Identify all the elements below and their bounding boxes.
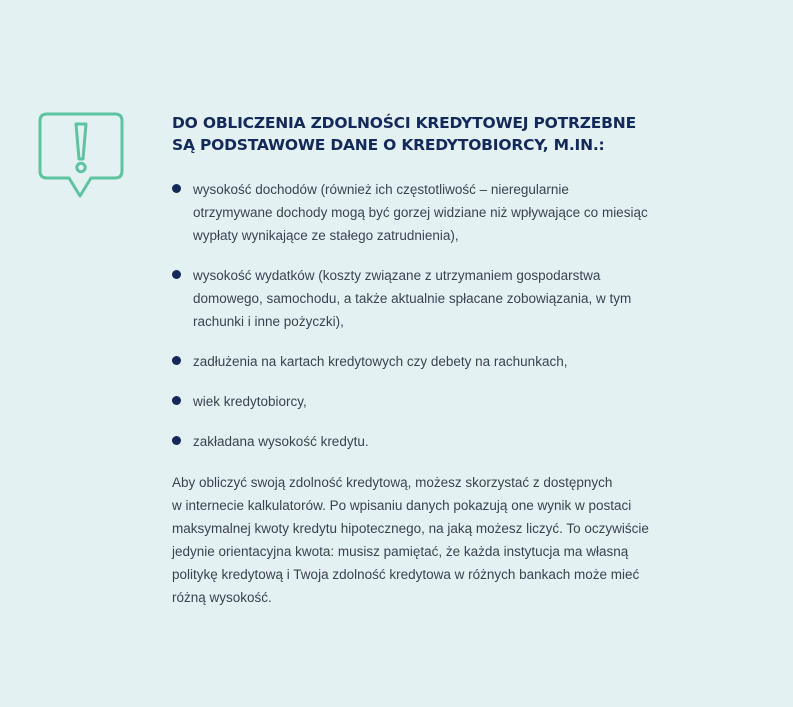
bullet-dot <box>172 396 181 405</box>
body-paragraph <box>172 471 672 609</box>
section-heading <box>172 112 672 156</box>
list-item-text: wiek kredytobiorcy, <box>193 394 307 409</box>
heading-line: DO OBLICZENIA ZDOLNOŚCI KREDYTOWEJ POTRZEBNE <box>172 114 636 132</box>
list-item-text: zadłużenia na kartach kredytowych czy debety na rachunkach, <box>193 354 568 369</box>
list-item-text: wysokość dochodów (również ich częstotliwość – nieregularnie <box>193 182 569 197</box>
exclamation-mark-dot <box>77 163 85 171</box>
list-item-text: wysokość wydatków (koszty związane z utrzymaniem gospodarstwa <box>193 268 601 283</box>
info-content <box>172 112 672 609</box>
paragraph-line: różną wysokość. <box>172 590 272 605</box>
list-item <box>172 264 672 333</box>
requirements-list <box>172 178 672 453</box>
paragraph-line: w internecie kalkulatorów. Po wpisaniu danych pokazują one wynik w postaci <box>172 498 632 513</box>
list-item <box>172 178 672 247</box>
heading-line: SĄ PODSTAWOWE DANE O KREDYTOBIORCY, M.IN.: <box>172 136 605 154</box>
exclamation-mark-bar <box>76 124 86 159</box>
exclamation-speech-bubble-icon <box>38 112 124 200</box>
paragraph-line: jedynie orientacyjna kwota: musisz pamiętać, że każda instytucja ma własną <box>172 544 629 559</box>
speech-bubble-outline <box>40 114 122 196</box>
paragraph-line: politykę kredytową i Twoja zdolność kredytowa w różnych bankach może mieć <box>172 567 640 582</box>
paragraph-line: maksymalnej kwoty kredytu hipotecznego, na jaką możesz liczyć. To oczywiście <box>172 521 649 536</box>
list-item-text: zakładana wysokość kredytu. <box>193 434 369 449</box>
bullet-dot <box>172 436 181 445</box>
list-item-text: domowego, samochodu, a także aktualnie spłacane zobowiązania, w tym <box>193 291 632 306</box>
list-item-text: otrzymywane dochody mogą być gorzej widziane niż wpływające co miesiąc <box>193 205 648 220</box>
bullet-dot <box>172 270 181 279</box>
bullet-dot <box>172 356 181 365</box>
list-item <box>172 350 672 373</box>
list-item <box>172 390 672 413</box>
list-item-text: rachunki i inne pożyczki), <box>193 314 344 329</box>
list-item <box>172 430 672 453</box>
bullet-dot <box>172 184 181 193</box>
list-item-text: wypłaty wynikające ze stałego zatrudnienia), <box>193 228 459 243</box>
paragraph-line: Aby obliczyć swoją zdolność kredytową, możesz skorzystać z dostępnych <box>172 475 613 490</box>
